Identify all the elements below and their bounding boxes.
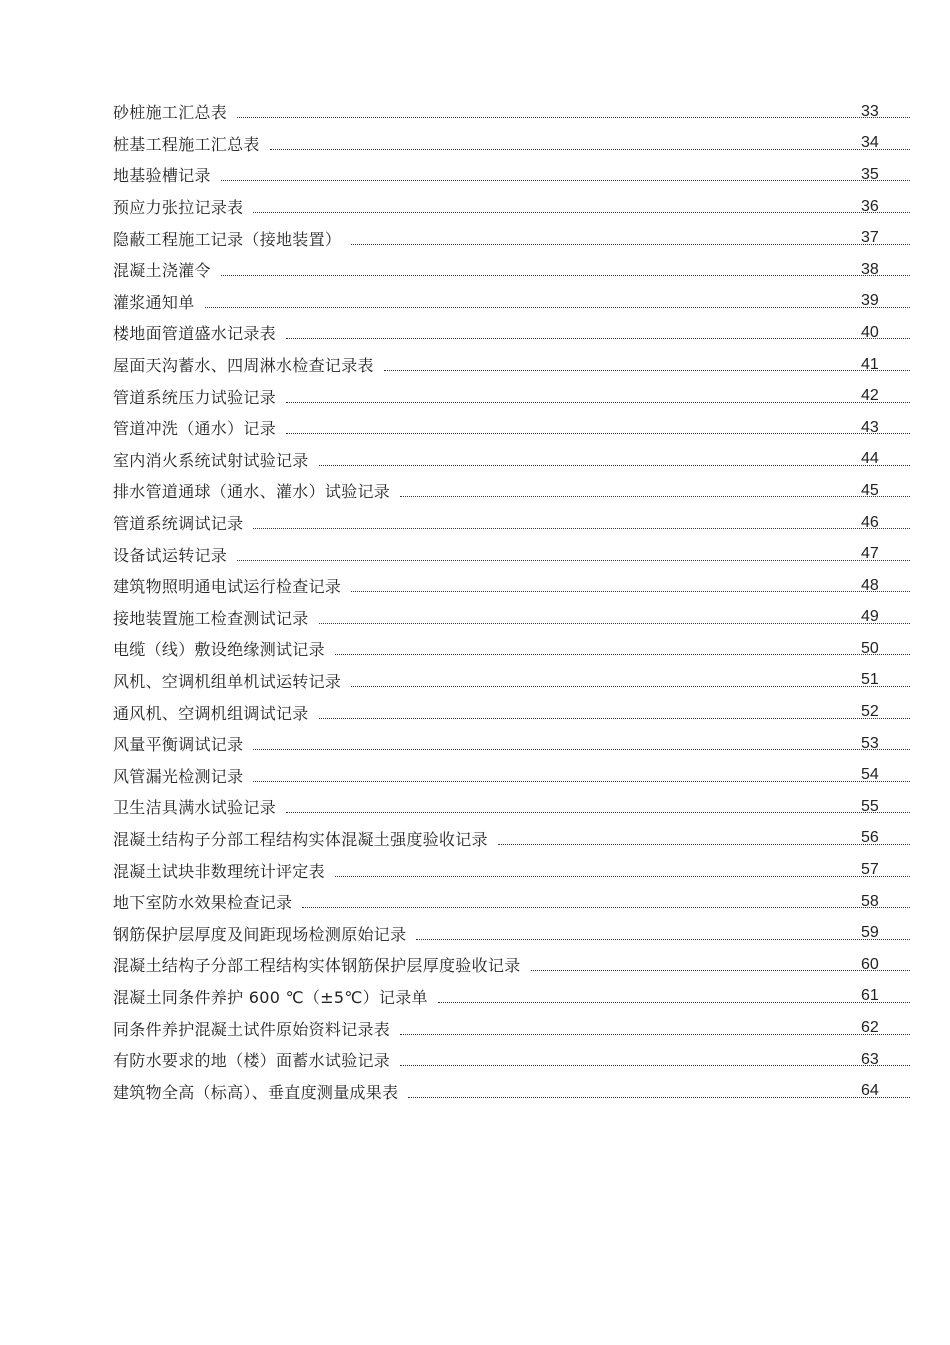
toc-dot-leader bbox=[498, 843, 910, 845]
toc-entry-title: 楼地面管道盛水记录表 bbox=[113, 324, 277, 344]
toc-dot-leader bbox=[221, 274, 910, 276]
toc-dot-leader bbox=[286, 337, 910, 339]
toc-entry-page: 46 bbox=[861, 513, 879, 531]
toc-entry-title: 排水管道通球（通水、灌水）试验记录 bbox=[113, 482, 391, 502]
toc-entry-page: 49 bbox=[861, 608, 879, 626]
toc-entry-title: 屋面天沟蓄水、四周淋水检查记录表 bbox=[113, 356, 374, 376]
toc-entry[interactable] bbox=[113, 475, 910, 507]
toc-entry[interactable] bbox=[113, 823, 910, 855]
toc-entry-page: 62 bbox=[861, 1019, 879, 1037]
toc-dot-leader bbox=[400, 1064, 910, 1066]
toc-entry[interactable] bbox=[113, 665, 910, 697]
toc-entry-page: 42 bbox=[861, 387, 879, 405]
toc-entry-page: 61 bbox=[861, 987, 879, 1005]
toc-entry[interactable] bbox=[113, 444, 910, 476]
toc-entry-title: 管道冲洗（通水）记录 bbox=[113, 419, 277, 439]
toc-dot-leader bbox=[531, 969, 910, 971]
toc-dot-leader bbox=[237, 559, 910, 561]
toc-entry-page: 63 bbox=[861, 1050, 879, 1068]
toc-entry-title: 地基验槽记录 bbox=[113, 166, 211, 186]
toc-dot-leader bbox=[253, 748, 910, 750]
toc-dot-leader bbox=[253, 527, 910, 529]
toc-dot-leader bbox=[438, 1001, 910, 1003]
toc-entry[interactable] bbox=[113, 633, 910, 665]
toc-dot-leader bbox=[253, 780, 910, 782]
toc-entry-title: 砂桩施工汇总表 bbox=[113, 103, 228, 123]
toc-entry[interactable] bbox=[113, 949, 910, 981]
toc-entry[interactable] bbox=[113, 349, 910, 381]
toc-entry-title: 卫生洁具满水试验记录 bbox=[113, 798, 277, 818]
toc-entry-page: 44 bbox=[861, 450, 879, 468]
toc-dot-leader bbox=[221, 179, 910, 181]
toc-dot-leader bbox=[286, 401, 910, 403]
toc-dot-leader bbox=[335, 653, 910, 655]
toc-entry-title: 设备试运转记录 bbox=[113, 545, 228, 565]
toc-entry[interactable] bbox=[113, 886, 910, 918]
toc-entry-title: 接地装置施工检查测试记录 bbox=[113, 608, 309, 628]
toc-entry-page: 33 bbox=[861, 102, 879, 120]
toc-entry-page: 59 bbox=[861, 924, 879, 942]
toc-entry-title: 建筑物照明通电试运行检查记录 bbox=[113, 577, 342, 597]
toc-entry-page: 43 bbox=[861, 418, 879, 436]
toc-dot-leader bbox=[408, 1096, 910, 1098]
toc-entry-page: 39 bbox=[861, 292, 879, 310]
toc-dot-leader bbox=[400, 495, 910, 497]
toc-entry[interactable] bbox=[113, 507, 910, 539]
toc-entry[interactable] bbox=[113, 1044, 910, 1076]
toc-dot-leader bbox=[253, 211, 910, 213]
toc-dot-leader bbox=[286, 432, 910, 434]
toc-entry-title: 电缆（线）敷设绝缘测试记录 bbox=[113, 640, 325, 660]
toc-entry-page: 51 bbox=[861, 671, 879, 689]
toc-dot-leader bbox=[351, 685, 910, 687]
toc-entry-page: 38 bbox=[861, 260, 879, 278]
toc-entry[interactable] bbox=[113, 1075, 910, 1107]
toc-entry-page: 37 bbox=[861, 229, 879, 247]
toc-entry-page: 53 bbox=[861, 734, 879, 752]
toc-entry[interactable] bbox=[113, 1012, 910, 1044]
toc-entry[interactable] bbox=[113, 412, 910, 444]
toc-entry-title: 风管漏光检测记录 bbox=[113, 766, 244, 786]
toc-entry[interactable] bbox=[113, 696, 910, 728]
toc-entry-title: 钢筋保护层厚度及间距现场检测原始记录 bbox=[113, 924, 407, 944]
toc-entry-page: 35 bbox=[861, 165, 879, 183]
toc-entry-page: 50 bbox=[861, 639, 879, 657]
toc-entry-title: 灌浆通知单 bbox=[113, 292, 195, 312]
toc-entry[interactable] bbox=[113, 222, 910, 254]
toc-entry[interactable] bbox=[113, 759, 910, 791]
toc-entry-title: 通风机、空调机组调试记录 bbox=[113, 703, 309, 723]
toc-dot-leader bbox=[319, 464, 910, 466]
toc-entry[interactable] bbox=[113, 538, 910, 570]
toc-entry-page: 47 bbox=[861, 545, 879, 563]
toc-entry-title: 混凝土浇灌令 bbox=[113, 261, 211, 281]
toc-entry[interactable] bbox=[113, 254, 910, 286]
toc-entry-title: 混凝土结构子分部工程结构实体钢筋保护层厚度验收记录 bbox=[113, 956, 521, 976]
toc-dot-leader bbox=[319, 717, 910, 719]
toc-entry-page: 54 bbox=[861, 766, 879, 784]
toc-entry-title: 隐蔽工程施工记录（接地装置） bbox=[113, 229, 342, 249]
toc-dot-leader bbox=[351, 590, 910, 592]
toc-dot-leader bbox=[400, 1033, 910, 1035]
toc-entry-page: 40 bbox=[861, 323, 879, 341]
toc-entry-page: 52 bbox=[861, 703, 879, 721]
toc-entry-title: 同条件养护混凝土试件原始资料记录表 bbox=[113, 1019, 391, 1039]
toc-entry[interactable] bbox=[113, 602, 910, 634]
toc-entry[interactable] bbox=[113, 917, 910, 949]
toc-entry[interactable] bbox=[113, 791, 910, 823]
toc-entry-page: 55 bbox=[861, 797, 879, 815]
toc-entry-title: 室内消火系统试射试验记录 bbox=[113, 450, 309, 470]
toc-dot-leader bbox=[335, 875, 910, 877]
toc-entry-title: 风机、空调机组单机试运转记录 bbox=[113, 671, 342, 691]
toc-entry-title: 建筑物全高（标高）、垂直度测量成果表 bbox=[113, 1082, 399, 1102]
toc-dot-leader bbox=[205, 306, 910, 308]
toc-dot-leader bbox=[270, 148, 910, 150]
toc-dot-leader bbox=[319, 622, 910, 624]
toc-entry-page: 34 bbox=[861, 134, 879, 152]
toc-entry-page: 64 bbox=[861, 1082, 879, 1100]
toc-entry-page: 56 bbox=[861, 829, 879, 847]
toc-entry[interactable] bbox=[113, 96, 910, 128]
toc-entry-title: 管道系统压力试验记录 bbox=[113, 387, 277, 407]
toc-dot-leader bbox=[351, 243, 910, 245]
toc-entry-title: 混凝土试块非数理统计评定表 bbox=[113, 861, 325, 881]
toc-entry-page: 60 bbox=[861, 955, 879, 973]
toc-entry-page: 58 bbox=[861, 892, 879, 910]
toc-dot-leader bbox=[384, 369, 910, 371]
toc-entry[interactable] bbox=[113, 728, 910, 760]
toc-entry[interactable] bbox=[113, 854, 910, 886]
toc-entry-title: 预应力张拉记录表 bbox=[113, 198, 244, 218]
toc-entry[interactable] bbox=[113, 981, 910, 1013]
toc-entry-title: 风量平衡调试记录 bbox=[113, 735, 244, 755]
toc-entry-page: 36 bbox=[861, 197, 879, 215]
toc-entry-page: 41 bbox=[861, 355, 879, 373]
toc-entry[interactable] bbox=[113, 380, 910, 412]
toc-entry[interactable] bbox=[113, 317, 910, 349]
table-of-contents bbox=[113, 96, 910, 1107]
toc-entry-page: 48 bbox=[861, 576, 879, 594]
toc-entry-title: 管道系统调试记录 bbox=[113, 514, 244, 534]
toc-entry-page: 57 bbox=[861, 861, 879, 879]
toc-entry[interactable] bbox=[113, 570, 910, 602]
toc-dot-leader bbox=[286, 811, 910, 813]
toc-entry-title: 地下室防水效果检查记录 bbox=[113, 893, 293, 913]
toc-dot-leader bbox=[302, 906, 910, 908]
toc-entry[interactable] bbox=[113, 191, 910, 223]
toc-entry[interactable] bbox=[113, 286, 910, 318]
toc-entry[interactable] bbox=[113, 128, 910, 160]
toc-entry-title: 混凝土同条件养护 600 ℃（±5℃）记录单 bbox=[113, 987, 428, 1007]
toc-dot-leader bbox=[416, 938, 910, 940]
toc-entry-page: 45 bbox=[861, 481, 879, 499]
toc-entry-title: 桩基工程施工汇总表 bbox=[113, 134, 260, 154]
toc-dot-leader bbox=[237, 116, 910, 118]
toc-entry-title: 有防水要求的地（楼）面蓄水试验记录 bbox=[113, 1051, 391, 1071]
toc-entry[interactable] bbox=[113, 159, 910, 191]
toc-entry-title: 混凝土结构子分部工程结构实体混凝土强度验收记录 bbox=[113, 829, 488, 849]
